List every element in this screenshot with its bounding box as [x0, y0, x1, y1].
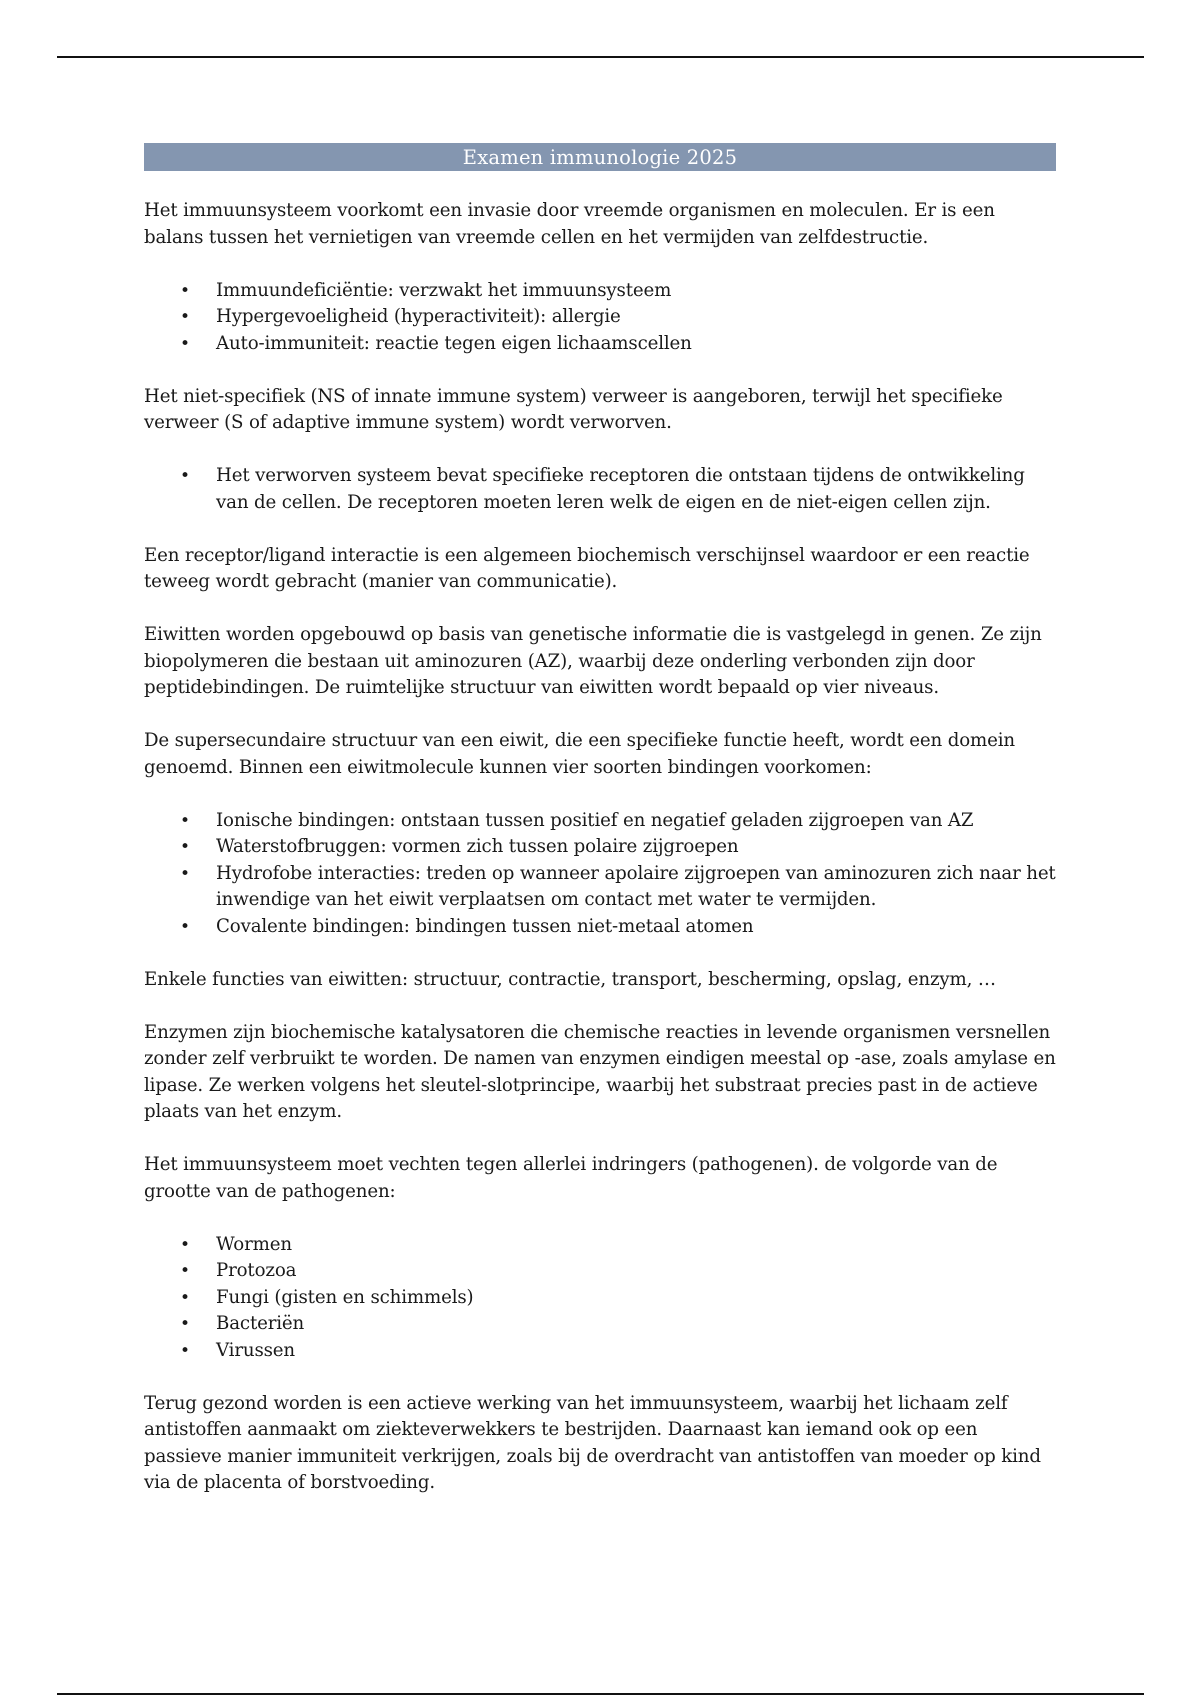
document-body — [144, 143, 1056, 1523]
list-immune-disorders — [144, 278, 1056, 358]
list-item: • Hypergevoeligheid (hyperactiviteit): allergie — [144, 304, 1056, 331]
page-bottom-rule — [57, 1693, 1144, 1695]
paragraph-immunity: Terug gezond worden is een actieve werking van het immuunsysteem, waarbij het lichaam zelf antistoffen aanmaakt om ziekteverwekkers te bestrijden. Daarnaast kan iemand ook op een passieve manier immuniteit verkrijgen, zoals bij de overdracht van antistoffen van moeder op kind via de placenta of borstvoeding. — [144, 1392, 1041, 1493]
list-item: • Immuundeficiëntie: verzwakt het immuunsysteem — [144, 278, 1056, 305]
paragraph-receptor-ligand: Een receptor/ligand interactie is een algemeen biochemisch verschijnsel waardoor er een reactie teweeg wordt gebracht (manier van communicatie). — [144, 544, 1030, 592]
paragraph-pathogens: Het immuunsysteem moet vechten tegen allerlei indringers (pathogenen). de volgorde van de grootte van de pathogenen: — [144, 1154, 998, 1202]
document-title: Examen immunologie 2025 — [144, 143, 1056, 171]
list-bond-types — [144, 808, 1056, 941]
list-item: • Auto-immuniteit: reactie tegen eigen lichaamscellen — [144, 331, 1056, 358]
paragraph-innate-adaptive: Het niet-specifiek (NS of innate immune system) verweer is aangeboren, terwijl het specifieke verweer (S of adaptive immune system) wordt verworven. — [144, 385, 1003, 433]
list-item: • Fungi (gisten en schimmels) — [144, 1285, 1056, 1312]
list-item: • Ionische bindingen: ontstaan tussen positief en negatief geladen zijgroepen van AZ — [144, 808, 1056, 835]
list-item: • Wormen — [144, 1232, 1056, 1259]
list-item: • Covalente bindingen: bindingen tussen niet-metaal atomen — [144, 914, 1056, 941]
paragraph-enzymes: Enzymen zijn biochemische katalysatoren die chemische reacties in levende organismen versnellen zonder zelf verbruikt te worden. De namen van enzymen eindigen meestal op -ase, zoals amylase en lipase. Ze werken volgens het sleutel-slotprincipe, waarbij het substraat precies past in de actieve plaats van het enzym. — [144, 1021, 1056, 1122]
list-item: • Protozoa — [144, 1258, 1056, 1285]
list-item: • Hydrofobe interacties: treden op wanneer apolaire zijgroepen van aminozuren zich naar het inwendige van het eiwit verplaatsen om contact met water te vermijden. — [144, 861, 1056, 914]
paragraph-protein-functions: Enkele functies van eiwitten: structuur, contractie, transport, bescherming, opslag, enzym, … — [144, 968, 996, 990]
paragraph-proteins: Eiwitten worden opgebouwd op basis van genetische informatie die is vastgelegd in genen. Ze zijn biopolymeren die bestaan uit aminozuren (AZ), waarbij deze onderling verbonden zijn door peptidebindingen. De ruimtelijke structuur van eiwitten wordt bepaald op vier niveaus. — [144, 624, 1042, 698]
paragraph-intro: Het immuunsysteem voorkomt een invasie door vreemde organismen en moleculen. Er is een balans tussen het vernietigen van vreemde cellen en het vermijden van zelfdestructie. — [144, 200, 995, 248]
paragraph-domain: De supersecundaire structuur van een eiwit, die een specifieke functie heeft, wordt een domein genoemd. Binnen een eiwitmolecule kunnen vier soorten bindingen voorkomen: — [144, 730, 1015, 778]
list-pathogens — [144, 1232, 1056, 1365]
list-item: • Bacteriën — [144, 1311, 1056, 1338]
list-item: • Virussen — [144, 1338, 1056, 1365]
list-acquired-system — [144, 463, 1056, 516]
page-top-rule — [57, 56, 1144, 58]
list-item: • Waterstofbruggen: vormen zich tussen polaire zijgroepen — [144, 834, 1056, 861]
list-item: • Het verworven systeem bevat specifieke receptoren die ontstaan tijdens de ontwikkeling van de cellen. De receptoren moeten leren welk de eigen en de niet-eigen cellen zijn. — [144, 463, 1056, 516]
